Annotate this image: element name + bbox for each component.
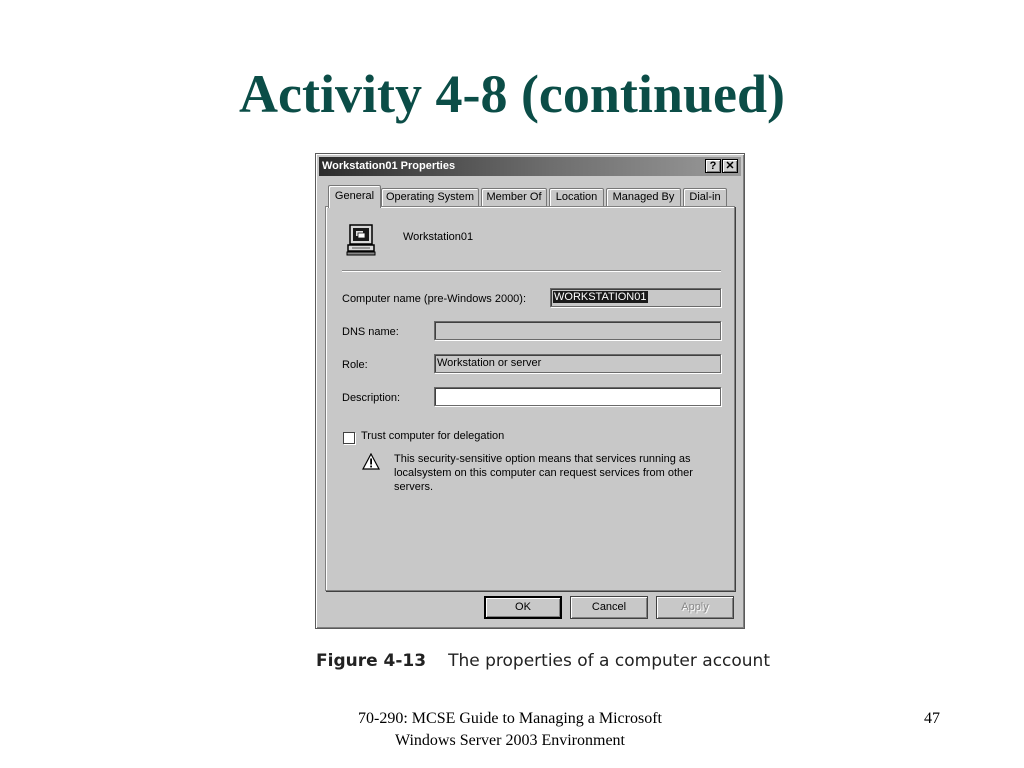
role-field[interactable]: Workstation or server	[434, 354, 721, 373]
close-button[interactable]	[722, 159, 738, 173]
tab-general[interactable]: General	[328, 185, 381, 208]
computer-name-field[interactable]	[550, 288, 721, 307]
tab-panel-general	[325, 206, 735, 591]
footer-source	[250, 708, 770, 752]
page-number: 47	[924, 710, 940, 727]
tab-location[interactable]: Location	[549, 188, 604, 206]
description-field[interactable]	[434, 387, 721, 406]
cancel-button[interactable]: Cancel	[570, 596, 648, 619]
role-label: Role:	[342, 359, 368, 371]
footer-line-2: Windows Server 2003 Environment	[395, 732, 625, 749]
ok-button[interactable]: OK	[484, 596, 562, 619]
delegation-warning-text: This security-sensitive option means that services running as localsystem on this computer can request services from other servers.	[394, 453, 693, 493]
slide-title: Activity 4-8 (continued)	[239, 64, 785, 124]
dns-name-field[interactable]	[434, 321, 721, 340]
figure-label: Figure 4-13	[316, 651, 427, 671]
help-icon: ?	[709, 160, 717, 172]
trust-delegation-checkbox[interactable]	[343, 432, 355, 444]
figure-caption-text: The properties of a computer account	[448, 651, 770, 671]
help-button[interactable]	[705, 159, 721, 173]
computer-name-heading: Workstation01	[403, 231, 474, 243]
close-icon: ✕	[725, 160, 735, 172]
dialog-titlebar[interactable]	[319, 157, 741, 176]
tab-operating-system[interactable]: Operating System	[381, 188, 479, 206]
dialog-title: Workstation01 Properties	[322, 160, 456, 172]
dns-name-label: DNS name:	[342, 326, 399, 338]
footer-line-1: 70-290: MCSE Guide to Managing a Microsoft	[358, 710, 662, 727]
tab-managed-by[interactable]: Managed By	[606, 188, 681, 206]
computer-icon	[344, 223, 378, 257]
figure-caption	[316, 651, 770, 671]
computer-name-value: WORKSTATION01	[554, 291, 647, 303]
apply-button[interactable]: Apply	[656, 596, 734, 619]
description-label: Description:	[342, 392, 401, 404]
header-separator	[342, 270, 721, 272]
tab-dial-in[interactable]: Dial-in	[683, 188, 727, 206]
warning-icon	[362, 453, 380, 470]
properties-dialog	[315, 153, 745, 629]
tab-member-of[interactable]: Member Of	[481, 188, 547, 206]
computer-name-label: Computer name (pre-Windows 2000):	[342, 293, 527, 305]
trust-delegation-label[interactable]: Trust computer for delegation	[361, 430, 505, 442]
